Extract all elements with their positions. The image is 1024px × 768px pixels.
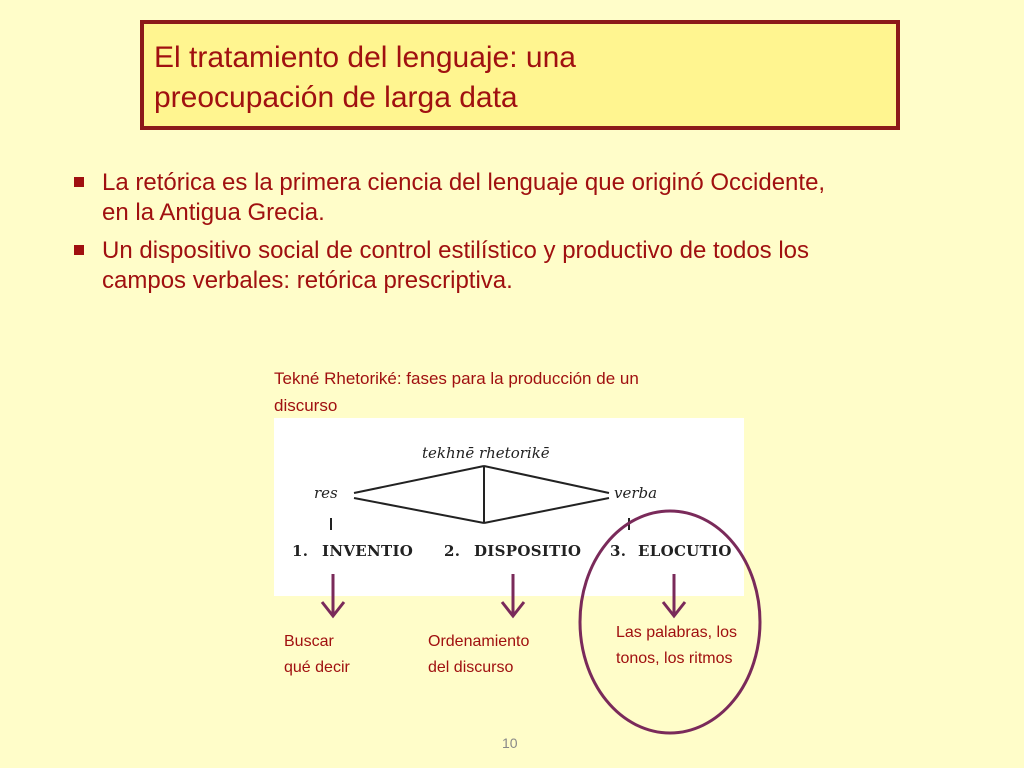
note-line-2: qué decir [284, 659, 350, 676]
caption-line-1: Tekné Rhetoriké: fases para la producción de un [274, 369, 639, 388]
bullet-text-line-1: La retórica es la primera ciencia del lenguaje que originó Occidente, [102, 169, 826, 196]
note-line-1: Buscar [284, 633, 334, 650]
note-line-2: tonos, los ritmos [616, 650, 733, 667]
note-line-1: Las palabras, los [616, 624, 737, 641]
title-box [140, 20, 900, 130]
arrow-down-icon [663, 602, 685, 616]
phase-number: 1. [292, 542, 309, 560]
square-bullet-icon [74, 245, 84, 255]
note-dispositio [428, 629, 529, 681]
diagram-line [484, 466, 609, 493]
slide-title-line-2: preocupación de larga data [154, 81, 518, 114]
diagram-res-label: res [314, 484, 338, 502]
phase-elocutio: ELOCUTIO [638, 542, 732, 560]
page-number: 10 [502, 735, 518, 751]
diagram-caption [274, 365, 744, 419]
bullet-text-line-2: en la Antigua Grecia. [102, 199, 325, 226]
note-inventio [284, 629, 350, 681]
phase-inventio: INVENTIO [322, 542, 414, 560]
bullet-text-line-2: campos verbales: retórica prescriptiva. [102, 267, 513, 294]
diagram-top-label: tekhnē rhetorikē [422, 444, 550, 462]
bullet-list [72, 168, 982, 304]
phase-dispositio: DISPOSITIO [474, 542, 582, 560]
diagram-line [484, 498, 609, 523]
diagram-verba-label: verba [614, 484, 658, 502]
note-elocutio [616, 620, 737, 672]
bullet-item [72, 236, 982, 296]
bullet-item [72, 168, 982, 228]
rhetoric-diagram-image [274, 418, 744, 596]
caption-line-2: discurso [274, 396, 338, 415]
square-bullet-icon [74, 177, 84, 187]
note-line-1: Ordenamiento [428, 633, 530, 650]
arrow-down-icon [502, 602, 524, 616]
diagram-line [354, 498, 484, 523]
bullet-text-line-1: Un dispositivo social de control estilístico y productivo de todos los [102, 237, 810, 264]
diagram-line [354, 466, 484, 493]
phase-number: 3. [610, 542, 627, 560]
note-line-2: del discurso [428, 659, 514, 676]
arrow-down-icon [322, 602, 344, 616]
phase-number: 2. [444, 542, 461, 560]
slide-title-line-1: El tratamiento del lenguaje: una [154, 41, 576, 74]
